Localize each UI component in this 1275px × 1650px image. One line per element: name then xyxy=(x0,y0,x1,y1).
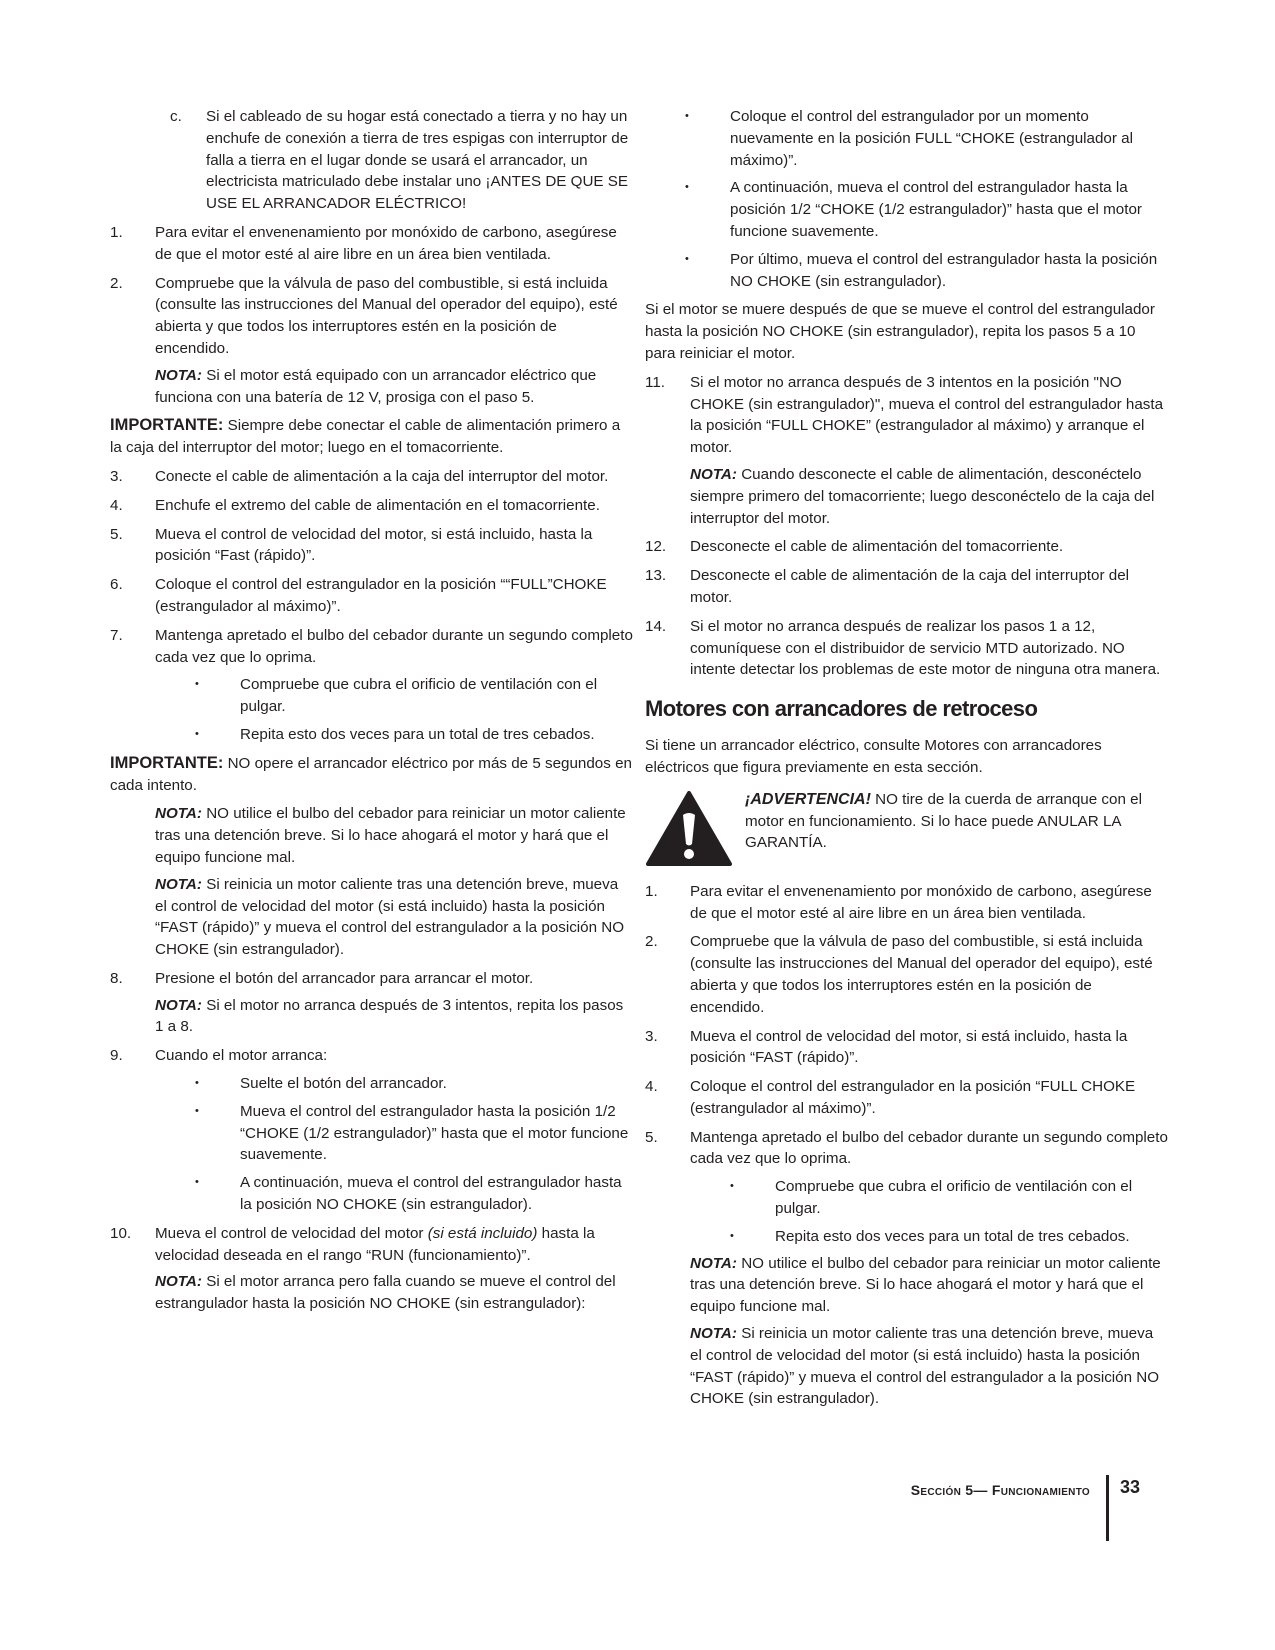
important-text: Siempre debe conectar el cable de alimentación primero a la caja del interruptor del motor; luego en el tomacorriente. xyxy=(110,417,621,457)
bullet-item: • Coloque el control del estrangulador por un momento nuevamente en la posición FULL “CHOKE (estrangulador al máximo)”. xyxy=(685,106,1168,171)
item-text: Compruebe que la válvula de paso del combustible, si está incluida (consulte las instrucciones del Manual del operador del equipo), esté abierta y que todos los interruptores estén en la posición de encendido. xyxy=(690,933,1153,1016)
note-text: Si el motor arranca pero falla cuando se mueve el control del estrangulador hasta la posición NO CHOKE (sin estrangulador): xyxy=(155,1273,616,1313)
item-text: Coloque el control del estrangulador en la posición “FULL CHOKE (estrangulador al máximo)”. xyxy=(690,1078,1136,1117)
item-text: Mueva el control de velocidad del motor, si está incluido, hasta la posición “Fast (rápido)”. xyxy=(155,525,593,565)
paragraph: Si el motor se muere después de que se mueve el control del estrangulador hasta la posición NO CHOKE (sin estrangulador), repita los pasos 5 a 10 para reiniciar el motor. xyxy=(645,301,1155,362)
list-item xyxy=(110,466,633,488)
bullet-item: • Compruebe que cubra el orificio de ventilación con el pulgar. xyxy=(195,674,633,718)
section-title: Sección 5— Funcionamiento xyxy=(910,1482,1090,1498)
item-text-part: hasta la velocidad deseada en el rango “RUN (funcionamiento)”. xyxy=(155,1224,595,1264)
paragraph: Si tiene un arrancador eléctrico, consulte Motores con arrancadores eléctricos que figura previamente en esta sección. xyxy=(645,737,1102,776)
important-text: NO opere el arrancador eléctrico por más de 5 segundos en cada intento. xyxy=(110,754,632,794)
item-text-italic: (si está incluido) xyxy=(427,1224,538,1242)
item-number: 1. xyxy=(110,223,123,241)
bullet-item: • Repita esto dos veces para un total de tres cebados. xyxy=(730,1226,1168,1248)
list-item xyxy=(645,881,1168,925)
list-item xyxy=(645,616,1168,681)
item-number: 4. xyxy=(110,496,123,514)
item-number: 9. xyxy=(110,1047,123,1065)
item-number: 7. xyxy=(110,626,123,644)
note-label: NOTA: xyxy=(155,366,202,384)
item-text: Desconecte el cable de alimentación de la caja del interruptor del motor. xyxy=(690,567,1130,606)
item-number: 10. xyxy=(110,1224,132,1242)
list-item xyxy=(110,273,633,409)
item-text: Enchufe el extremo del cable de alimentación en el tomacorriente. xyxy=(155,496,600,514)
note-label: NOTA: xyxy=(155,805,202,823)
note-text: Cuando desconecte el cable de alimentación, desconéctelo siempre primero del tomacorriente; luego desconéctelo de la caja del interruptor del motor. xyxy=(690,465,1155,527)
section-heading: Motores con arrancadores de retroceso xyxy=(645,696,1038,722)
note-text: Si reinicia un motor caliente tras una detención breve, mueva el control de velocidad del motor (si está incluido) hasta la posición “FAST (rápido)” y mueva el control del estrangulador a la posición NO CHOKE (sin estrangulador). xyxy=(690,1325,1160,1408)
item-text-part: Mueva el control de velocidad del motor xyxy=(155,1224,428,1242)
item-number: 5. xyxy=(110,525,123,543)
note xyxy=(690,464,1168,529)
bullet-item: • A continuación, mueva el control del estrangulador hasta la posición 1/2 “CHOKE (1/2 estrangulador)” hasta que el motor funcione suavemente. xyxy=(685,177,1168,242)
note-text: NO utilice el bulbo del cebador para reiniciar un motor caliente tras una detención breve. Si lo hace ahogará el motor y hará que el equipo funcione mal. xyxy=(690,1254,1161,1316)
item-text: Si el motor no arranca después de 3 intentos en la posición "NO CHOKE (sin estrangulador)", mueva el control del estrangulador hasta la posición “FULL CHOKE” (estrangulador al máximo) y arranque el motor. xyxy=(690,373,1164,457)
important-label: IMPORTANTE: xyxy=(110,753,224,772)
item-number: c. xyxy=(170,108,182,125)
important-label: IMPORTANTE: xyxy=(110,416,224,435)
item-text: Para evitar el envenenamiento por monóxido de carbono, asegúrese de que el motor esté al aire libre en un área bien ventilada. xyxy=(155,223,617,263)
left-column xyxy=(110,106,633,1322)
item-number: 3. xyxy=(110,467,123,485)
warning-block xyxy=(645,789,1168,867)
bullet-item: • Compruebe que cubra el orificio de ventilación con el pulgar. xyxy=(730,1176,1168,1220)
bullet-item: • Repita esto dos veces para un total de tres cebados. xyxy=(195,724,633,746)
item-text: Si el cableado de su hogar está conectado a tierra y no hay un enchufe de conexión a tierra de tres espigas con interruptor de falla a tierra en el lugar donde se usará el arrancador, un electricista matriculado debe instalar uno ¡ANTES DE QUE SE USE EL ARRANCADOR ELÉCTRICO! xyxy=(206,108,629,213)
note xyxy=(155,1271,633,1315)
note-text: NO utilice el bulbo del cebador para reiniciar un motor caliente tras una detención breve. Si lo hace ahogará el motor y hará que el equipo funcione mal. xyxy=(155,805,626,866)
list-item xyxy=(645,1026,1168,1070)
item-text: Desconecte el cable de alimentación del tomacorriente. xyxy=(690,538,1064,556)
list-item xyxy=(645,536,1168,558)
note-text: Si el motor está equipado con un arrancador eléctrico que funciona con una batería de 12 V, prosiga con el paso 5. xyxy=(155,366,597,406)
note-label: NOTA: xyxy=(155,875,202,893)
footer-divider xyxy=(1106,1475,1109,1541)
list-item xyxy=(110,495,633,517)
list-item xyxy=(645,931,1168,1018)
item-text: Mueva el control de velocidad del motor, si está incluido, hasta la posición “FAST (rápido)”. xyxy=(690,1027,1128,1067)
list-item xyxy=(645,372,1168,530)
note-label: NOTA: xyxy=(690,1325,737,1343)
item-number: 11. xyxy=(645,373,665,391)
item-text xyxy=(155,1223,633,1267)
list-item xyxy=(110,106,633,215)
note-label: NOTA: xyxy=(690,1254,737,1272)
bullet-item: • A continuación, mueva el control del estrangulador hasta la posición NO CHOKE (sin estrangulador). xyxy=(195,1172,633,1216)
item-text: Mantenga apretado el bulbo del cebador durante un segundo completo cada vez que lo oprima. xyxy=(155,626,633,666)
list-item xyxy=(110,524,633,568)
list-item xyxy=(110,222,633,266)
note-text: Si reinicia un motor caliente tras una detención breve, mueva el control de velocidad del motor (si está incluido) hasta la posición “FAST (rápido)” y mueva el control del estrangulador a la posición NO CHOKE (sin estrangulador). xyxy=(155,875,625,959)
list-item xyxy=(645,1076,1168,1120)
page-number: 33 xyxy=(1120,1477,1141,1497)
item-number: 13. xyxy=(645,567,667,585)
important-notice xyxy=(110,753,633,797)
note-label: NOTA: xyxy=(155,1273,202,1291)
list-item xyxy=(110,1223,633,1315)
list-item xyxy=(645,565,1168,609)
item-text: Si el motor no arranca después de realizar los pasos 1 a 12, comuníquese con el distribuidor de servicio MTD autorizado. NO intente detectar los problemas de este motor de ninguna otra manera. xyxy=(690,617,1161,679)
list-item xyxy=(110,625,633,746)
item-text: Conecte el cable de alimentación a la caja del interruptor del motor. xyxy=(155,467,609,485)
bullet-item: • Suelte el botón del arrancador. xyxy=(195,1073,633,1095)
note xyxy=(690,1323,1168,1410)
item-number: 8. xyxy=(110,969,123,987)
item-number: 6. xyxy=(110,576,123,594)
item-text: Compruebe que la válvula de paso del combustible, si está incluida (consulte las instrucciones del Manual del operador del equipo), esté abierta y que todos los interruptores estén en la posición de encendido. xyxy=(155,274,618,357)
item-text: Para evitar el envenenamiento por monóxido de carbono, asegúrese de que el motor esté al aire libre en un área bien ventilada. xyxy=(690,882,1152,922)
item-number: 2. xyxy=(645,933,658,951)
list-item xyxy=(110,574,633,618)
warning-label: ¡ADVERTENCIA! xyxy=(745,790,871,808)
important-notice xyxy=(110,415,633,459)
item-number: 3. xyxy=(645,1027,658,1045)
note-text: Si el motor no arranca después de 3 intentos, repita los pasos 1 a 8. xyxy=(155,996,624,1036)
note xyxy=(155,995,633,1039)
warning-text: NO tire de la cuerda de arranque con el motor en funcionamiento. Si lo hace puede ANULAR LA GARANTÍA. xyxy=(745,790,1142,852)
item-text: Mantenga apretado el bulbo del cebador durante un segundo completo cada vez que lo oprima. xyxy=(690,1128,1168,1168)
list-item xyxy=(645,1127,1168,1411)
item-text: Coloque el control del estrangulador en la posición ““FULL”CHOKE (estrangulador al máximo)”. xyxy=(155,576,607,615)
item-number: 12. xyxy=(645,538,667,556)
list-item xyxy=(110,968,633,1038)
note xyxy=(155,803,633,868)
right-column xyxy=(645,106,1168,1417)
item-number: 1. xyxy=(645,882,658,900)
item-text: Cuando el motor arranca: xyxy=(155,1047,328,1065)
item-number: 4. xyxy=(645,1078,658,1096)
item-number: 14. xyxy=(645,617,667,635)
warning-triangle-icon xyxy=(645,789,733,867)
note xyxy=(155,365,633,409)
note-label: NOTA: xyxy=(155,996,202,1014)
note xyxy=(690,1253,1168,1318)
bullet-item: • Por último, mueva el control del estrangulador hasta la posición NO CHOKE (sin estrangulador). xyxy=(685,249,1168,293)
page-footer xyxy=(830,1475,1190,1545)
note-label: NOTA: xyxy=(690,465,737,483)
list-item xyxy=(110,1045,633,1216)
note xyxy=(155,874,633,961)
item-number: 5. xyxy=(645,1128,658,1146)
bullet-item: • Mueva el control del estrangulador hasta la posición 1/2 “CHOKE (1/2 estrangulador)” hasta que el motor funcione suavemente. xyxy=(195,1101,633,1166)
item-text: Presione el botón del arrancador para arrancar el motor. xyxy=(155,969,534,987)
item-number: 2. xyxy=(110,274,123,292)
